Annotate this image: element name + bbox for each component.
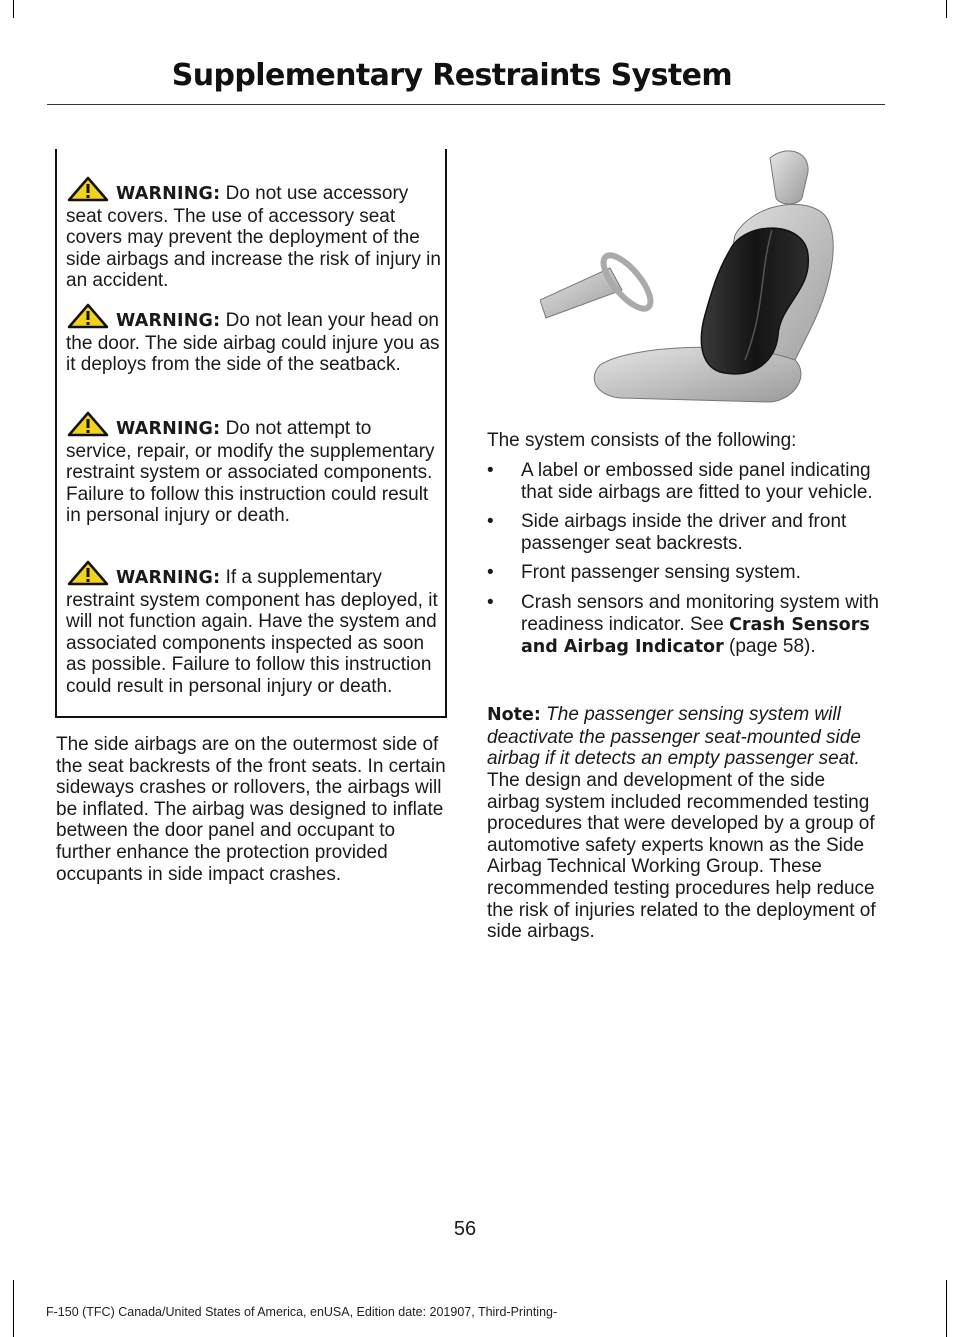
design-paragraph: The design and development of the side airbag system included recommended testing procedures that were developed by a group of automotive safety experts known as the Side Airbag Technical Working Group. These recommended testing procedures help reduce the risk of injuries related to the deployment of side airbags. [487,770,876,943]
header-divider [47,104,885,105]
warning-label: WARNING: [116,184,221,204]
warning-text: Do not lean your head on the door. The side airbag could injure you as it deploys from the side of the seatback. [66,310,440,375]
crop-mark [946,1280,947,1337]
list-item: • Side airbags inside the driver and front passenger seat backrests. [487,511,847,554]
system-component-list [487,460,882,667]
note [487,704,882,770]
page-title: Supplementary Restraints System [171,58,732,93]
bullet: • [487,562,494,584]
bullet: • [487,460,494,481]
crop-mark [946,0,947,18]
side-airbag-paragraph: The side airbags are on the outermost side of the seat backrests of the front seats. In certain sideways crashes or rollovers, the airbags will be inflated. The airbag was designed to inflate between the door panel and occupant to further enhance the protection provided occupants in side impact crashes. [56,734,446,885]
warning-text: Do not attempt to service, repair, or modify the supplementary restraint system or associated components. Failure to follow this instruction could result in personal injury or death. [66,418,435,526]
warning-text: Do not use accessory seat covers. The use of accessory seat covers may prevent the deployment of the side airbags and increase the risk of injury in an accident. [66,183,441,291]
crop-mark [13,0,14,18]
note-text: The passenger sensing system will deactivate the passenger seat-mounted side airbag if it detects an empty passenger seat. [487,704,861,770]
note-label: Note: [487,705,541,725]
cross-reference-link[interactable]: Crash Sensors and Airbag Indicator [521,614,870,658]
bullet: • [487,591,494,613]
warning-triangle-icon [66,411,110,437]
side-airbag-seat-illustration [540,140,885,410]
warning-text: If a supplementary restraint system component has deployed, it will not function again. Have the system and associated components inspected as soon as possible. Failure to follow this instruction could result in personal injury or death. [66,567,438,697]
warning-item [66,303,442,376]
warning-label: WARNING: [116,311,221,331]
crop-mark [13,1280,14,1337]
bullet: • [487,511,494,533]
warning-item [66,176,442,292]
warning-label: WARNING: [116,419,221,439]
page-number: 56 [453,1218,477,1240]
system-intro: The system consists of the following: [487,430,797,451]
list-item: • A label or embossed side panel indicating that side airbags are fitted to your vehicle. [487,460,873,503]
warning-triangle-icon [66,303,110,329]
warning-label: WARNING: [116,568,221,588]
warning-triangle-icon [66,176,110,202]
warning-box [55,149,447,718]
list-item: • Crash sensors and monitoring system with readiness indicator. See Crash Sensors and Airbag Indicator (page 58). [487,591,879,658]
warning-item [66,411,442,527]
warning-item [66,560,442,697]
warning-triangle-icon [66,560,110,586]
list-item: • Front passenger sensing system. [487,562,801,584]
footer-edition: F-150 (TFC) Canada/United States of America, enUSA, Edition date: 201907, Third-Printing- [46,1305,558,1319]
